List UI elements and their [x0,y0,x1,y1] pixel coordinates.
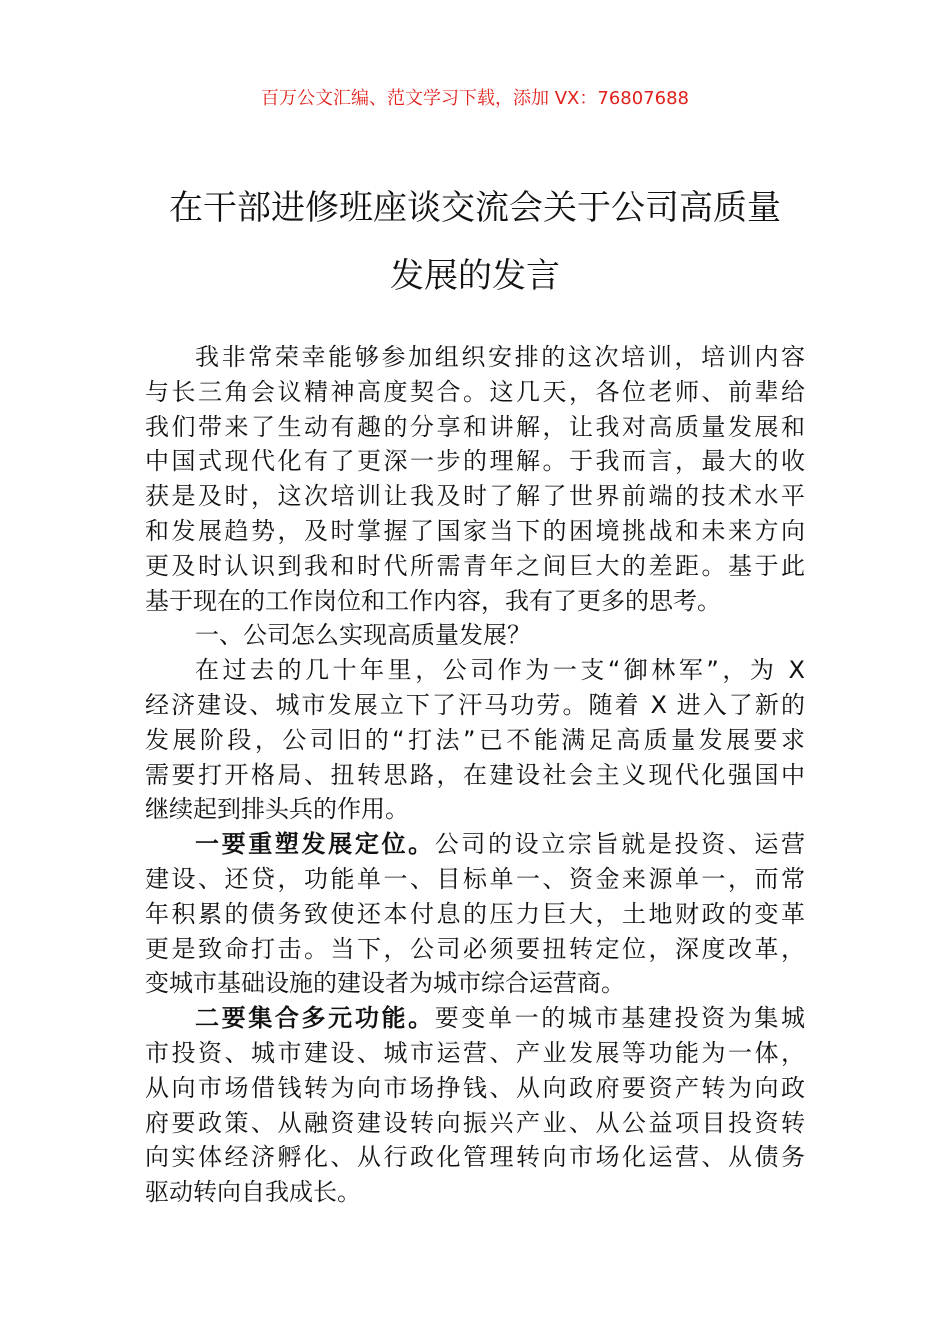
line-text: 建设、还贷，功能单一、目标单一、资金来源单一，而常 [145,864,805,893]
text-line [145,792,805,827]
paragraph [145,827,805,1001]
text-line [145,688,805,723]
text-line [145,618,805,653]
line-text: 与长三角会议精神高度契合。这几天，各位老师、前辈给 [145,377,805,406]
line-text: 变城市基础设施的建设者为城市综合运营商。 [145,969,625,998]
text-line [145,1175,805,1210]
text-line [145,653,805,688]
text-line [145,549,805,584]
document-title-line-1: 在干部进修班座谈交流会关于公司高质量 [169,188,781,228]
line-text: 驱动转向自我成长。 [145,1178,361,1207]
text-line [145,758,805,793]
text-line [145,1106,805,1141]
line-text: 市投资、城市建设、城市运营、产业发展等功能为一体， [145,1038,805,1067]
paragraph [145,340,805,618]
text-line [145,1001,805,1036]
text-line [145,862,805,897]
paragraph-lead: 二要集合多元功能。 [195,1004,435,1033]
text-line [145,410,805,445]
line-text: 我们带来了生动有趣的分享和讲解，让我对高质量发展和 [145,412,805,441]
line-text: 经济建设、城市发展立下了汗马功劳。随着 X 进入了新的 [145,690,805,719]
text-line [145,723,805,758]
paragraph [145,653,805,827]
text-line [145,1036,805,1071]
text-line [145,444,805,479]
text-line [145,584,805,619]
line-text: 和发展趋势，及时掌握了国家当下的困境挑战和未来方向 [145,516,805,545]
line-text: 府要政策、从融资建设转向振兴产业、从公益项目投资转 [145,1108,805,1137]
document-title-line-2: 发展的发言 [390,256,560,296]
line-text: 发展阶段，公司旧的“打法”已不能满足高质量发展要求 [145,725,805,754]
line-text: 继续起到排头兵的作用。 [145,795,409,824]
line-text: 更及时认识到我和时代所需青年之间巨大的差距。基于此 [145,551,805,580]
text-line [145,340,805,375]
paragraph [145,618,805,653]
line-text: 从向市场借钱转为向市场挣钱、从向政府要资产转为向政 [145,1073,805,1102]
line-text: 一、公司怎么实现高质量发展？ [195,621,531,650]
text-line [145,514,805,549]
line-text: 需要打开格局、扭转思路，在建设社会主义现代化强国中 [145,760,805,789]
text-line [145,479,805,514]
text-line [145,932,805,967]
text-line [145,1140,805,1175]
paragraph-lead: 一要重塑发展定位。 [195,830,435,859]
watermark-header: 百万公文汇编、范文学习下载，添加 VX：76807688 [261,88,689,109]
document-body [145,340,805,1210]
line-text: 我非常荣幸能够参加组织安排的这次培训，培训内容 [195,343,805,371]
text-line [145,827,805,862]
line-text: 中国式现代化有了更深一步的理解。于我而言，最大的收 [145,447,805,476]
line-text: 更是致命打击。当下，公司必须要扭转定位，深度改革， [145,934,805,963]
text-line [145,897,805,932]
line-text: 获是及时，这次培训让我及时了解了世界前端的技术水平 [145,482,805,511]
line-text: 要变单一的城市基建投资为集城 [434,1004,806,1033]
line-text: 基于现在的工作岗位和工作内容，我有了更多的思考。 [145,586,721,615]
text-line [145,1071,805,1106]
text-line [145,966,805,1001]
paragraph [145,1001,805,1210]
line-text: 公司的设立宗旨就是投资、运营 [434,830,806,859]
line-text: 向实体经济孵化、从行政化管理转向市场化运营、从债务 [145,1143,805,1172]
line-text: 年积累的债务致使还本付息的压力巨大，土地财政的变革 [145,899,805,928]
line-text: 在过去的几十年里，公司作为一支“御林军”，为 X [195,656,805,685]
text-line [145,375,805,410]
